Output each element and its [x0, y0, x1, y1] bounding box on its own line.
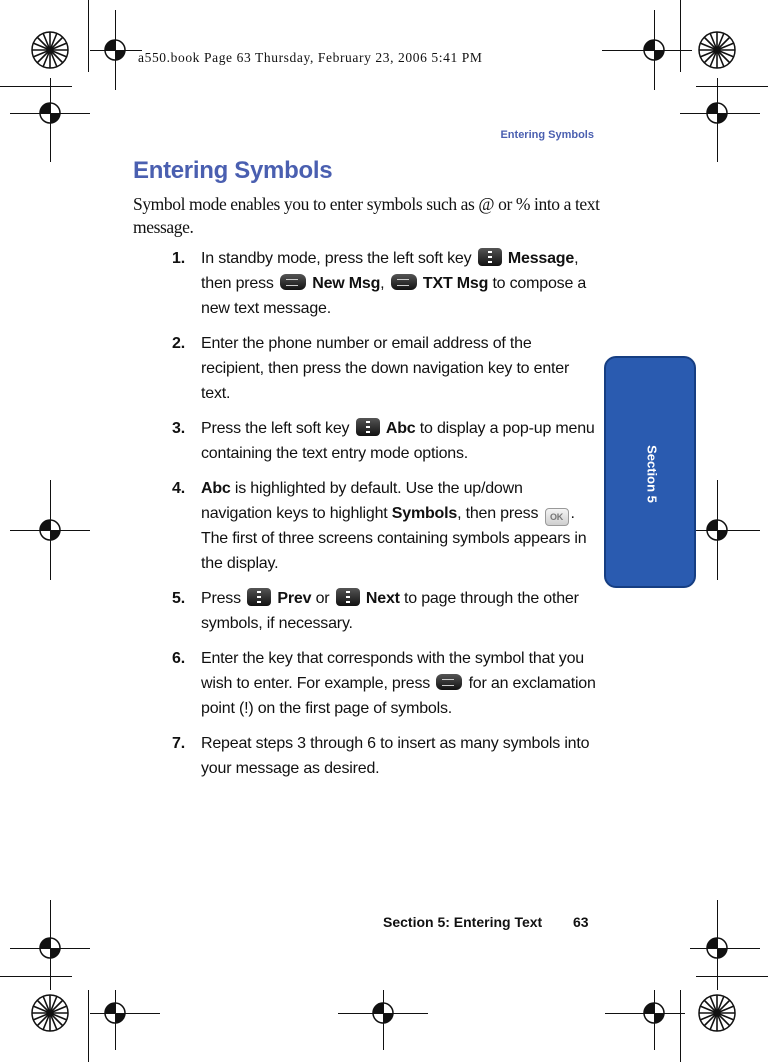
step-4: 4. Abc is highlighted by default. Use the up/down navigation keys to highlight Symbols, then press OK . The first of three screens containing symbols appears in the display.	[172, 476, 596, 576]
page-number: 63	[573, 914, 589, 930]
step-number: 2.	[172, 335, 185, 352]
key-1-icon	[391, 274, 417, 290]
step-3: 3. Press the left soft key Abc to display a pop-up menu containing the text entry mode options.	[172, 416, 596, 466]
running-head: Entering Symbols	[500, 129, 594, 141]
intro-paragraph: Symbol mode enables you to enter symbols such as @ or % into a text message.	[133, 194, 600, 237]
step-5: 5. Press Prev or Next to page through the other symbols, if necessary.	[172, 586, 596, 636]
step-number: 3.	[172, 420, 185, 437]
key-1-icon	[280, 274, 306, 290]
left-soft-key-icon	[356, 418, 380, 436]
left-soft-key-icon	[247, 588, 271, 606]
step-6: 6. Enter the key that corresponds with the symbol that you wish to enter. For example, press for an exclamation point (!) on the first page of symbols.	[172, 646, 596, 721]
section-tab	[604, 356, 696, 588]
step-number: 5.	[172, 590, 185, 607]
step-number: 4.	[172, 480, 185, 497]
step-1: 1. In standby mode, press the left soft key Message, then press New Msg, TXT Msg to compose a new text message.	[172, 246, 596, 321]
left-soft-key-icon	[478, 248, 502, 266]
page-title: Entering Symbols	[133, 157, 333, 184]
key-4-icon	[436, 674, 462, 690]
ok-key-icon: OK	[545, 508, 569, 526]
book-header: a550.book Page 63 Thursday, February 23, 2006 5:41 PM	[138, 50, 483, 65]
step-2: 2. Enter the phone number or email address of the recipient, then press the down navigation key to enter text.	[172, 331, 596, 406]
footer-chapter: Section 5: Entering Text	[383, 914, 543, 930]
step-number: 7.	[172, 735, 185, 752]
step-number: 1.	[172, 250, 185, 267]
section-tab-label: Section 5	[644, 445, 660, 503]
step-7: 7. Repeat steps 3 through 6 to insert as many symbols into your message as desired.	[172, 731, 596, 781]
right-soft-key-icon	[336, 588, 360, 606]
step-number: 6.	[172, 650, 185, 667]
steps-list	[172, 246, 596, 791]
